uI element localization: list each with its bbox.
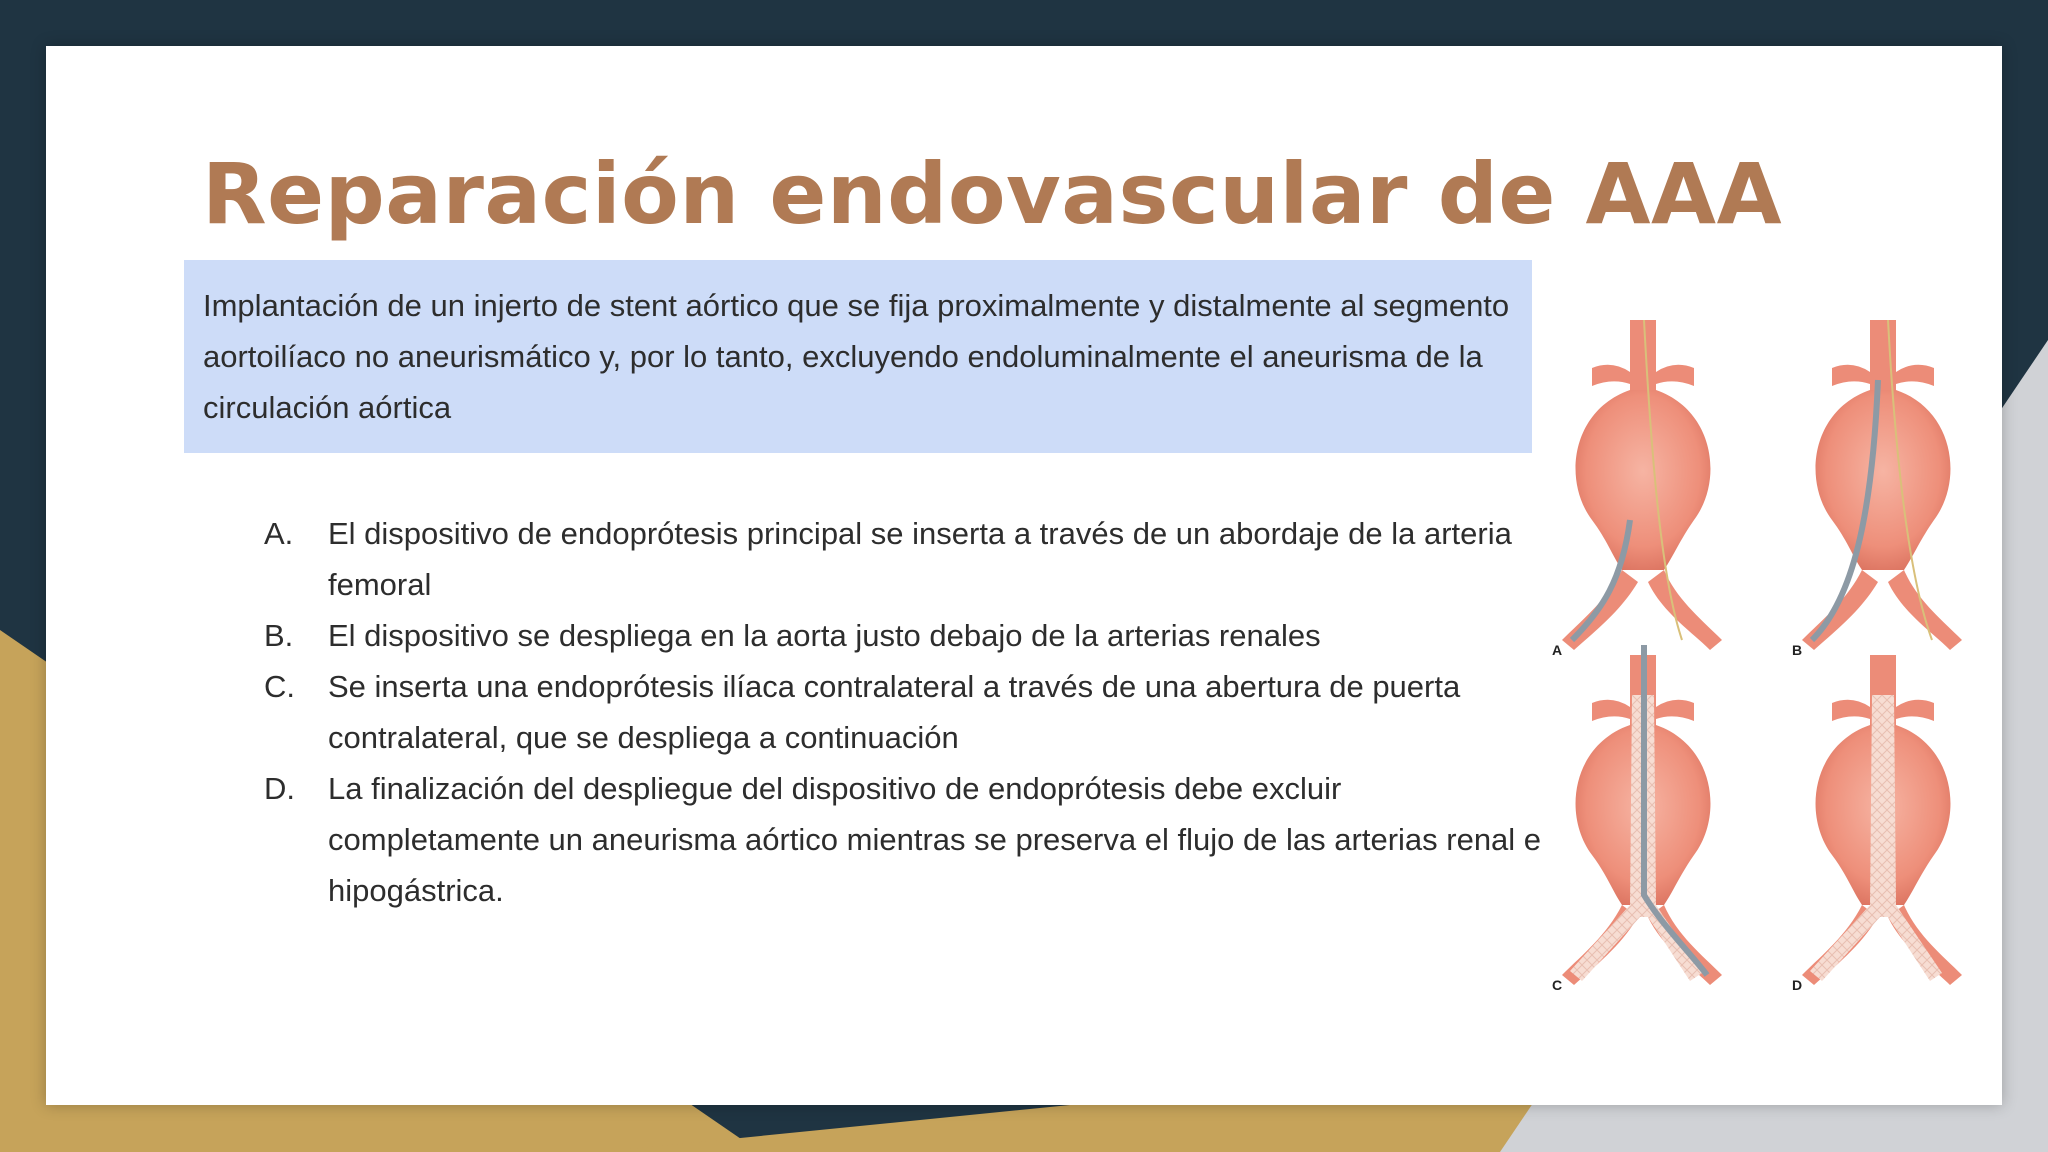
list-item xyxy=(246,763,1546,916)
list-item xyxy=(246,661,1546,763)
list-marker: B. xyxy=(264,618,294,653)
definition-box: Implantación de un injerto de stent aórtico que se fija proximalmente y distalmente al segmento aortoilíaco no aneurismático y, por lo tanto, excluyendo endoluminalmente el aneurisma de la circulación aórtica xyxy=(184,260,1532,453)
list-item-text: El dispositivo de endoprótesis principal se inserta a través de un abordaje de la arteria femoral xyxy=(328,516,1512,602)
panel-label-b: B xyxy=(1792,642,1803,658)
procedure-steps-list xyxy=(246,508,1546,916)
slide xyxy=(46,46,2002,1105)
list-item xyxy=(246,610,1546,661)
panel-b-illustration xyxy=(1802,320,1962,650)
panel-label-c: C xyxy=(1552,977,1563,993)
list-marker: C. xyxy=(264,669,295,704)
list-marker: D. xyxy=(264,771,295,806)
panel-label-d: D xyxy=(1792,977,1803,993)
panel-label-a: A xyxy=(1552,642,1563,658)
list-item-text: Se inserta una endoprótesis ilíaca contralateral a través de una abertura de puerta contralateral, que se despliega a continuación xyxy=(328,669,1461,755)
evar-illustration xyxy=(1542,260,1987,1020)
panel-c-illustration xyxy=(1562,645,1722,985)
panel-d-illustration xyxy=(1802,655,1962,985)
list-item xyxy=(246,508,1546,610)
slide-title: Reparación endovascular de AAA xyxy=(202,145,1783,243)
list-item-text: La finalización del despliegue del dispositivo de endoprótesis debe excluir completamente un aneurisma aórtico mientras se preserva el flujo de las arterias renal e hipogástrica. xyxy=(328,771,1542,908)
evar-illustration-svg xyxy=(1542,260,1987,1020)
panel-a-illustration xyxy=(1562,320,1722,650)
list-item-text: El dispositivo se despliega en la aorta justo debajo de la arterias renales xyxy=(328,618,1321,653)
list-marker: A. xyxy=(264,516,294,551)
